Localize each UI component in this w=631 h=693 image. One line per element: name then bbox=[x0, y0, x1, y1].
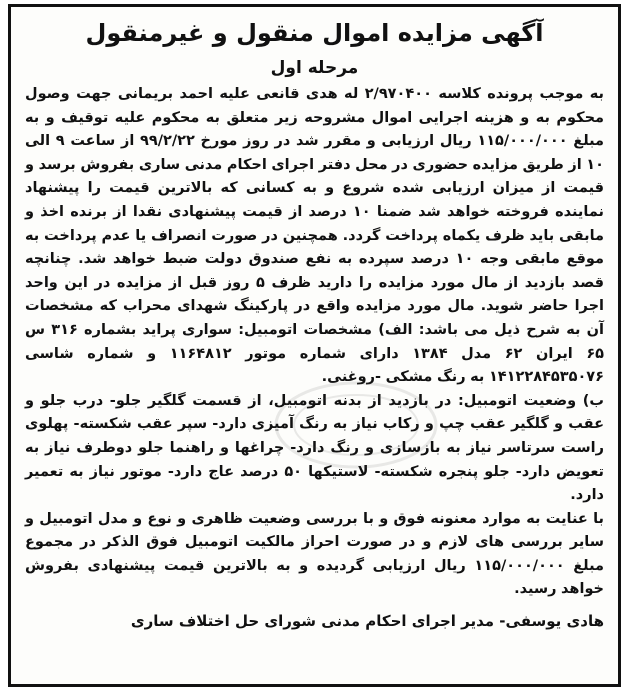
notice-signature: هادی یوسفی- مدیر اجرای احکام مدنی شورای حل اختلاف ساری bbox=[130, 612, 604, 631]
notice-paragraph-1: به موجب پرونده کلاسه ۲/۹۷۰۴۰۰ له هدی قانعی علیه احمد بریمانی جهت وصول محکوم به و هزینه اجرایی اموال مشروحه زیر متعلق به محکوم علیه توقیف و به مبلغ ۱۱۵/۰۰۰/۰۰۰ ریال ارزیابی و مقرر شد در روز مورخ ۹۹/۲/۲۲ از ساعت ۹ الی ۱۰ از طریق مزایده حضوری در محل دفتر اجرای احکام مدنی ساری بفروش برسد و قیمت از میزان ارزیابی شده شروع و به کسانی که بالاترین قیمت را پیشنهاد نماینده فروخته خواهد شد ضمنا ۱۰ درصد از قیمت پیشنهادی نقدا از برنده اخذ و مابقی باید ظرف یکماه پرداخت گردد. همچنین در صورت انصراف یا عدم پرداخت به موقع مابقی وجه ۱۰ درصد سپرده به نفع صندوق دولت ضبط خواهد شد. چنانچه قصد بازدید از مال مورد مزایده را دارید ظرف ۵ روز قبل از مزایده در این واحد اجرا حاضر شوید. مال مورد مزایده واقع در پارکینگ شهدای محراب که مشخصات آن به شرح ذیل می باشد: الف) مشخصات اتومبیل: سواری پراید بشماره ۳۱۶ س ۶۵ ایران ۶۲ مدل ۱۳۸۴ دارای شماره موتور ۱۱۶۴۸۱۲ و شماره شاسی ۱۴۱۲۲۸۴۵۳۵۰۷۶ به رنگ مشکی -روغنی. bbox=[25, 86, 605, 386]
notice-paragraph-2: ب) وضعیت اتومبیل: در بازدید از بدنه اتومبیل، از قسمت گلگیر جلو- درب جلو و عقب و گلگیر عقب چپ و رکاب نیاز به رنگ آمیزی دارد- سپر عقب شکسته- پهلوی راست سرتاسر نیاز به بازسازی و رنگ دارد- چراغها و راهنما جلو دوطرف نیاز به تعویض دارد- جلو پنجره شکسته- لاستیکها ۵۰ درصد عاج دارد- موتور نیاز به تعمیر دارد. bbox=[25, 392, 604, 504]
notice-subtitle: مرحله اول bbox=[270, 58, 359, 78]
notice-paragraph-3: با عنایت به موارد معنونه فوق و با بررسی وضعیت ظاهری و نوع و مدل اتومبیل و سایر بررسی های لازم و در صورت احراز مالکیت اتومبیل فوق الذکر در مجموع مبلغ ۱۱۵/۰۰۰/۰۰۰ ریال ارزیابی گردیده و به بالاترین قیمت پیشنهادی بفروش خواهد رسید. bbox=[25, 510, 604, 598]
notice-title: آگهی مزایده اموال منقول و غیرمنقول bbox=[85, 19, 544, 47]
notice-frame bbox=[8, 4, 621, 687]
